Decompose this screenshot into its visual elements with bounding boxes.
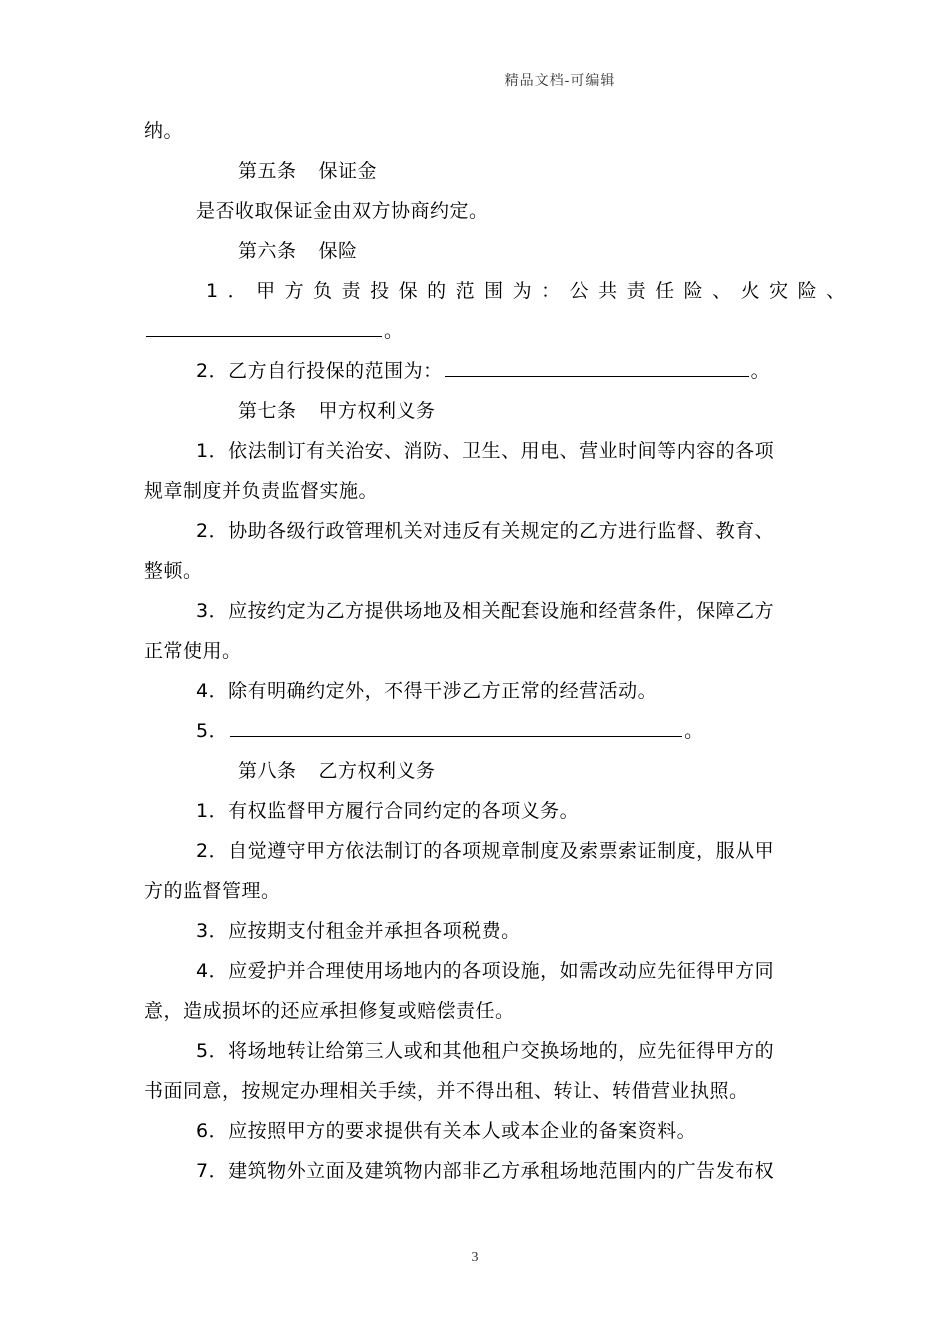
text-line: 4．应爱护并合理使用场地内的各项设施，如需改动应先征得甲方同 [196,960,775,982]
text-line: 方的监督管理。 [144,880,281,902]
text-fragment: 2．乙方自行投保的范围为： [196,360,443,382]
text-fragment: 。 [384,320,404,342]
text-line: 1．依法制订有关治安、消防、卫生、用电、营业时间等内容的各项 [196,440,775,462]
text-line: 3．应按期支付租金并承担各项税费。 [196,920,521,942]
article-heading [238,156,377,183]
fill-in-blank [146,318,382,337]
text-line [196,356,770,383]
text-line: 6．应按照甲方的要求提供有关本人或本企业的备案资料。 [196,1120,697,1142]
article-number: 第六条 [238,240,297,262]
text-line: 整顿。 [144,560,203,582]
article-number: 第五条 [238,160,297,182]
text-line: 1．有权监督甲方履行合同约定的各项义务。 [196,800,580,822]
article-number: 第八条 [238,760,297,782]
article-title: 保险 [318,240,358,262]
fill-in-blank [230,718,682,737]
article-number: 第七条 [238,400,297,422]
article-heading [238,236,358,263]
fill-in-blank [445,358,749,377]
article-heading [238,396,436,423]
text-line [196,716,704,743]
text-line: 意，造成损坏的还应承担修复或赔偿责任。 [144,1000,515,1022]
text-line: 5．将场地转让给第三人或和其他租户交换场地的，应先征得甲方的 [196,1040,775,1062]
page-number: 3 [471,1250,479,1265]
text-line: 纳。 [144,120,184,142]
text-line: 2．自觉遵守甲方依法制订的各项规章制度及索票索证制度，服从甲 [196,840,775,862]
text-line: 是否收取保证金由双方协商约定。 [196,200,489,222]
text-line [144,316,404,343]
text-fragment: 5． [196,720,229,742]
text-fragment: 。 [750,360,771,382]
article-title: 甲方权利义务 [318,400,436,422]
text-line: 书面同意，按规定办理相关手续，并不得出租、转让、转借营业执照。 [144,1080,749,1102]
text-line: 4．除有明确约定外，不得干涉乙方正常的经营活动。 [196,680,658,702]
article-heading [238,756,436,783]
article-title: 保证金 [318,160,378,182]
text-fragment: 。 [684,720,704,742]
text-line: 正常使用。 [144,640,242,662]
text-line: 7．建筑物外立面及建筑物内部非乙方承租场地范围内的广告发布权 [196,1160,775,1182]
text-line: 3．应按约定为乙方提供场地及相关配套设施和经营条件，保障乙方 [196,600,775,622]
text-line: 2．协助各级行政管理机关对违反有关规定的乙方进行监督、教育、 [196,520,775,542]
article-title: 乙方权利义务 [318,760,436,782]
page-header: 精品文档-可编辑 [504,73,616,89]
text-line: 规章制度并负责监督实施。 [144,480,379,502]
text-line: 1．甲方负责投保的范围为：公共责任险、火灾险、 [206,280,855,302]
